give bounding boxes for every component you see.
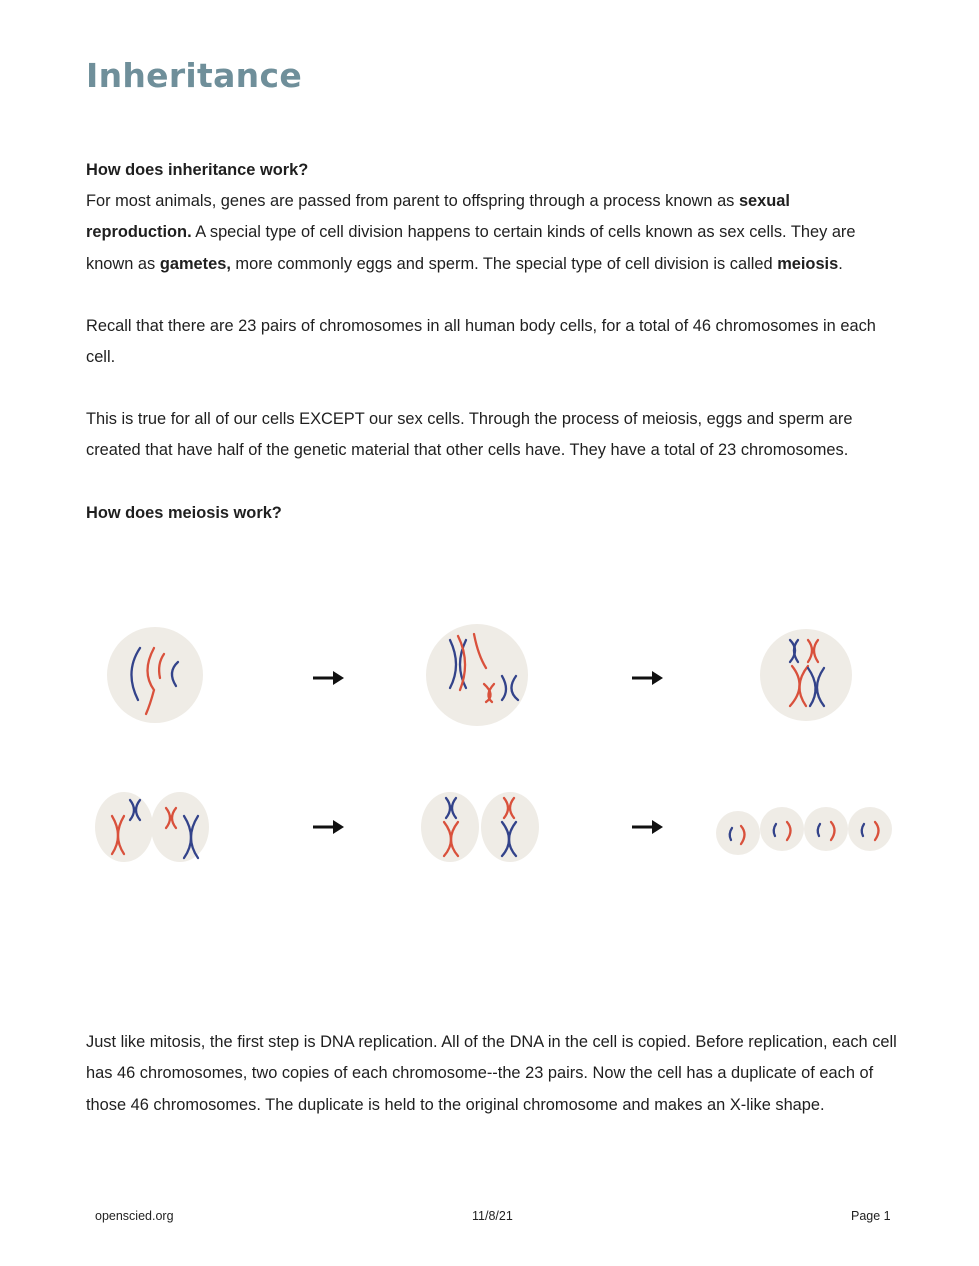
arrow-row1-a <box>313 671 344 685</box>
paragraph-chromosome-count: Recall that there are 23 pairs of chromosomes in all human body cells, for a total of 46 chromosomes in each cell. <box>86 317 876 367</box>
cell-stage-1 <box>107 627 203 723</box>
arrow-row2-a <box>313 820 344 834</box>
paragraph-dna-replication: Just like mitosis, the first step is DNA replication. All of the DNA in the cell is copied. Before replication, each cell has 46 chromosomes, two copies of each chromosome--the 23 pairs. Now the cell has a duplicate of each of those 46 chromosomes. The duplicate is held to the original chromosome and makes an X-like shape. <box>86 1033 897 1114</box>
footer-date: 11/8/21 <box>472 1209 513 1223</box>
footer-site: openscied.org <box>95 1209 174 1223</box>
paragraph-inheritance-intro: For most animals, genes are passed from parent to offspring through a process known as sexual reproduction. A special type of cell division happens to certain kinds of cells known as sex cells. They are known as gametes, more commonly eggs and sperm. The special type of cell division is called meiosis. <box>86 192 856 273</box>
footer-page-number: Page 1 <box>851 1209 891 1223</box>
cell-stage-2 <box>426 624 528 726</box>
section-heading-inheritance: How does inheritance work? <box>86 161 309 179</box>
section-heading-meiosis: How does meiosis work? <box>86 504 282 522</box>
cell-stage-6 <box>716 807 892 855</box>
cell-stage-5 <box>421 792 539 862</box>
cell-stage-4 <box>95 792 209 862</box>
arrow-row2-b <box>632 820 663 834</box>
arrow-row1-b <box>632 671 663 685</box>
page-title: Inheritance <box>86 56 303 95</box>
paragraph-sex-cells: This is true for all of our cells EXCEPT our sex cells. Through the process of meiosis, eggs and sperm are created that have half of the genetic material that other cells have. They have a total of 23 chromosomes. <box>86 410 853 460</box>
cell-stage-3 <box>760 629 852 721</box>
